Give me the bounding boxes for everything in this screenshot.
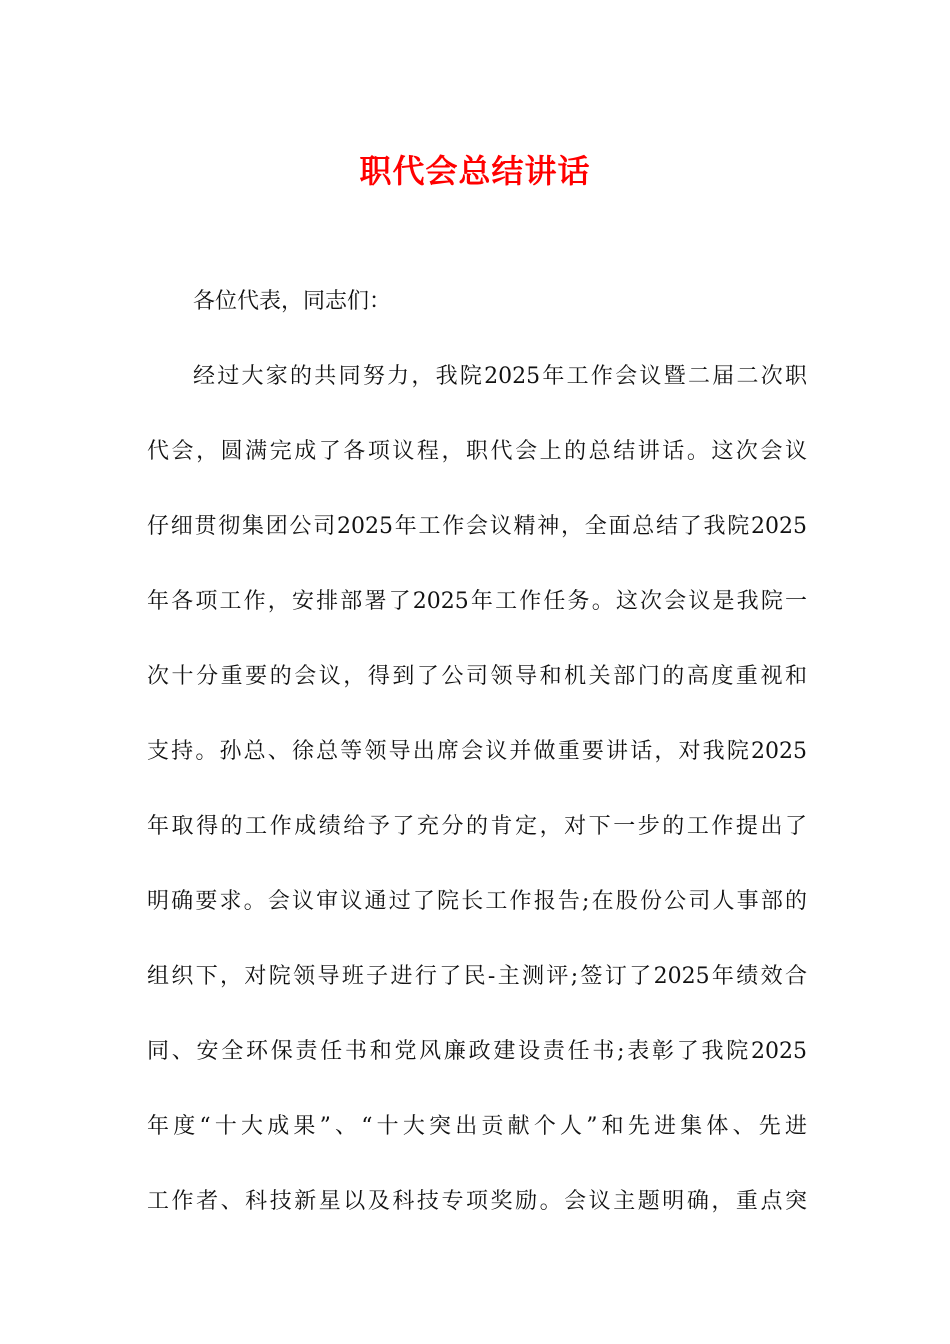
document-title: 职代会总结讲话 [359, 152, 591, 190]
paragraph-line: 代会，圆满完成了各项议程，职代会上的总结讲话。这次会议 [147, 439, 807, 464]
paragraph-line: 工作者、科技新星以及科技专项奖励。会议主题明确，重点突 [147, 1189, 807, 1214]
paragraph-line: 支持。孙总、徐总等领导出席会议并做重要讲话，对我院2025 [147, 739, 807, 764]
paragraph-line: 次十分重要的会议，得到了公司领导和机关部门的高度重视和 [147, 664, 807, 689]
paragraph-line: 经过大家的共同努力，我院2025年工作会议暨二届二次职 [193, 364, 807, 389]
paragraph-line: 年各项工作，安排部署了2025年工作任务。这次会议是我院一 [147, 589, 807, 614]
salutation-line: 各位代表，同志们： [193, 289, 392, 314]
paragraph-line: 仔细贯彻集团公司2025年工作会议精神，全面总结了我院2025 [147, 514, 807, 539]
paragraph-line: 明确要求。会议审议通过了院长工作报告;在股份公司人事部的 [147, 889, 807, 914]
paragraph-line: 年度“十大成果”、“十大突出贡献个人”和先进集体、先进 [147, 1114, 807, 1139]
paragraph-line: 组织下，对院领导班子进行了民-主测评;签订了2025年绩效合 [147, 964, 807, 989]
paragraph-line: 年取得的工作成绩给予了充分的肯定，对下一步的工作提出了 [147, 814, 807, 839]
paragraph-line: 同、安全环保责任书和党风廉政建设责任书;表彰了我院2025 [147, 1039, 807, 1064]
